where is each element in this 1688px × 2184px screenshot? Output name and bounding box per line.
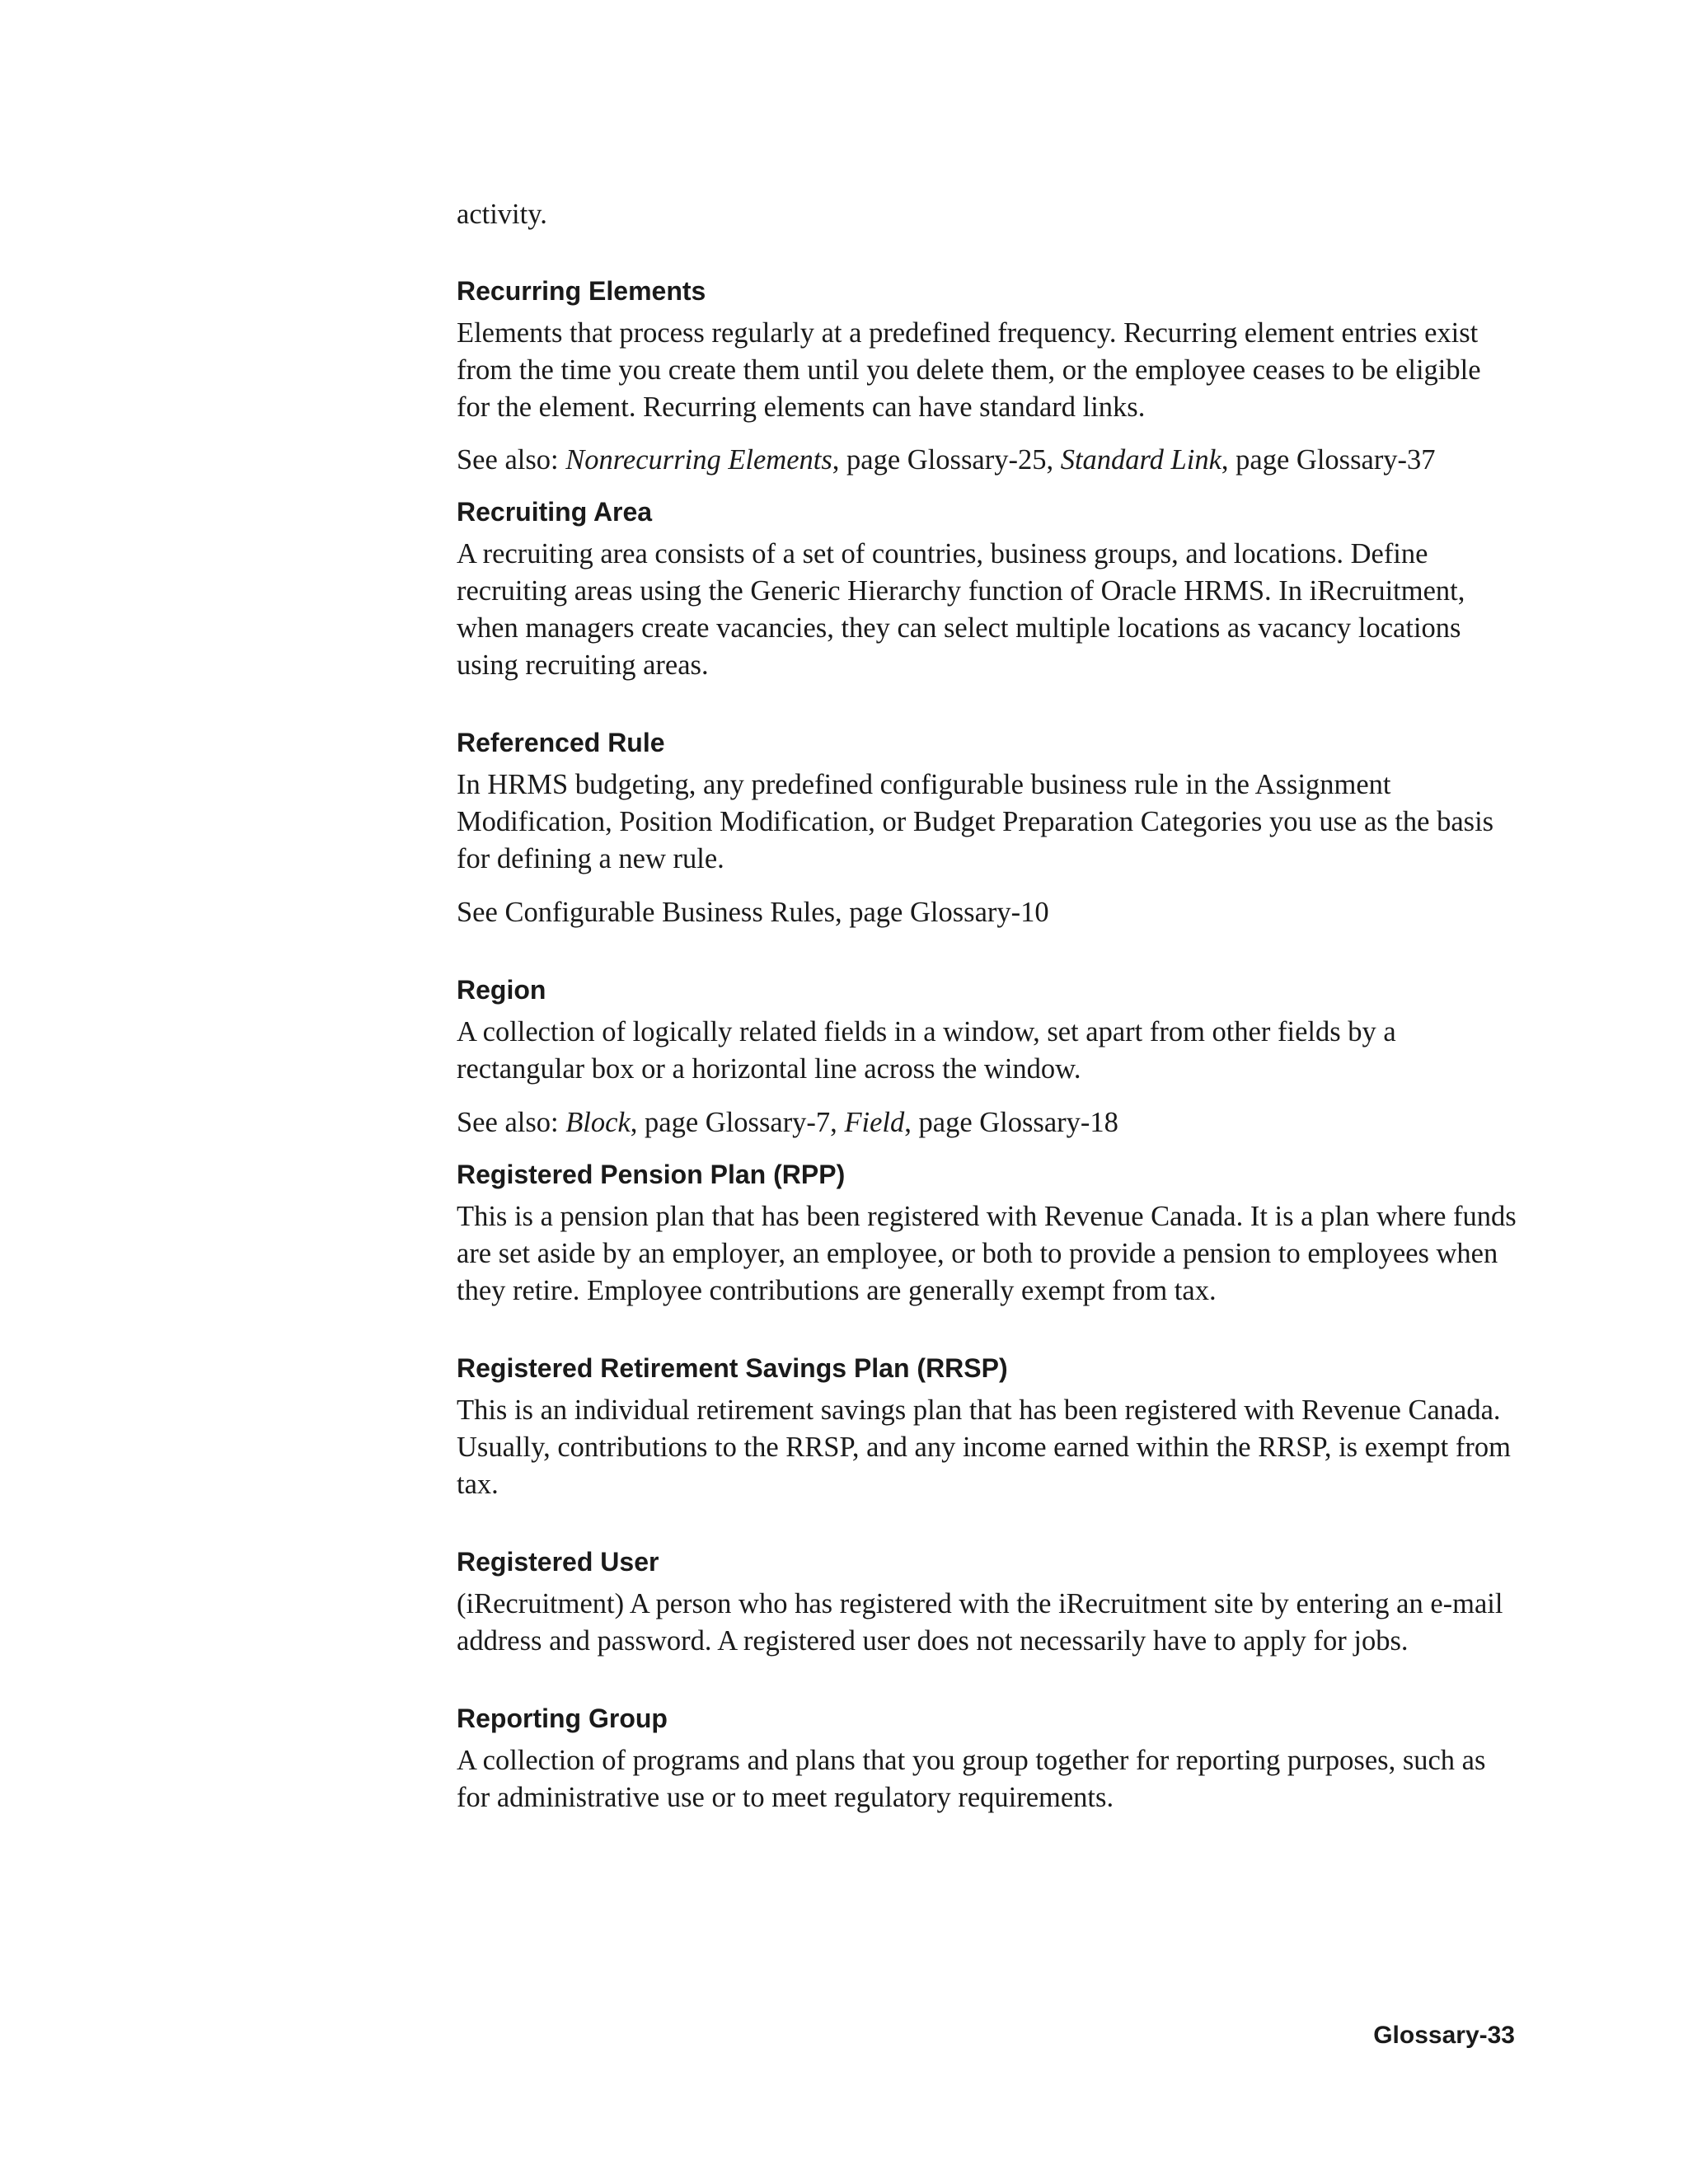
term-reporting-group: Reporting Group — [457, 1704, 668, 1733]
xref-page: , page Glossary-7, — [630, 1107, 845, 1138]
xref-page: , page Glossary-25, — [832, 444, 1061, 476]
term-recruiting-area: Recruiting Area — [457, 497, 653, 527]
see-also-recurring-elements — [457, 442, 1520, 479]
xref-page: , page Glossary-37 — [1221, 444, 1436, 476]
xref-standard-link[interactable]: Standard Link — [1060, 444, 1221, 476]
xref-nonrecurring-elements[interactable]: Nonrecurring Elements — [565, 444, 832, 476]
definition-recurring-elements: Elements that process regularly at a predefined frequency. Recurring element entries exist from the time you create them until you delete them, or the employee ceases to be eligible for the element. Recurring elements can have standard links. — [457, 317, 1481, 423]
term-registered-pension-plan: Registered Pension Plan (RPP) — [457, 1160, 846, 1189]
xref-page: , page Glossary-18 — [904, 1107, 1118, 1138]
term-registered-user: Registered User — [457, 1547, 659, 1577]
page-number: Glossary-33 — [1373, 2022, 1515, 2049]
term-recurring-elements: Recurring Elements — [457, 276, 706, 306]
see-also-prefix: See also: — [457, 444, 566, 476]
definition-registered-retirement-savings-plan: This is an individual retirement savings plan that has been registered with Revenue Canada. Usually, contributions to the RRSP, and any income earned within the RRSP, is exempt from tax. — [457, 1394, 1511, 1500]
definition-registered-user: (iRecruitment) A person who has registered with the iRecruitment site by entering an e-mail address and password. A registered user does not necessarily have to apply for jobs. — [457, 1588, 1503, 1657]
see-also-region — [457, 1104, 1520, 1141]
term-referenced-rule: Referenced Rule — [457, 728, 665, 757]
see-referenced-rule: See Configurable Business Rules, page Glossary-10 — [457, 897, 1049, 928]
definition-reporting-group: A collection of programs and plans that you group together for reporting purposes, such as for administrative use or to meet regulatory requirements. — [457, 1745, 1486, 1813]
term-registered-retirement-savings-plan: Registered Retirement Savings Plan (RRSP) — [457, 1353, 1008, 1383]
definition-registered-pension-plan: This is a pension plan that has been registered with Revenue Canada. It is a plan where funds are set aside by an employer, an employee, or both to provide a pension to employees when they retire. Employee contributions are generally exempt from tax. — [457, 1201, 1517, 1306]
xref-field[interactable]: Field — [844, 1107, 905, 1138]
xref-block[interactable]: Block — [565, 1107, 631, 1138]
see-also-prefix: See also: — [457, 1107, 566, 1138]
definition-recruiting-area: A recruiting area consists of a set of countries, business groups, and locations. Define recruiting areas using the Generic Hierarchy function of Oracle HRMS. In iRecruitment, when managers create vacancies, they can select multiple locations as vacancy locations using recruiting areas. — [457, 538, 1465, 681]
glossary-content — [457, 196, 1520, 1816]
definition-referenced-rule: In HRMS budgeting, any predefined configurable business rule in the Assignment Modification, Position Modification, or Budget Preparation Categories you use as the basis for defining a new rule. — [457, 769, 1494, 874]
definition-region: A collection of logically related fields in a window, set apart from other fields by a rectangular box or a horizontal line across the window. — [457, 1016, 1396, 1085]
continuation-text: activity. — [457, 199, 547, 230]
term-region: Region — [457, 975, 546, 1005]
